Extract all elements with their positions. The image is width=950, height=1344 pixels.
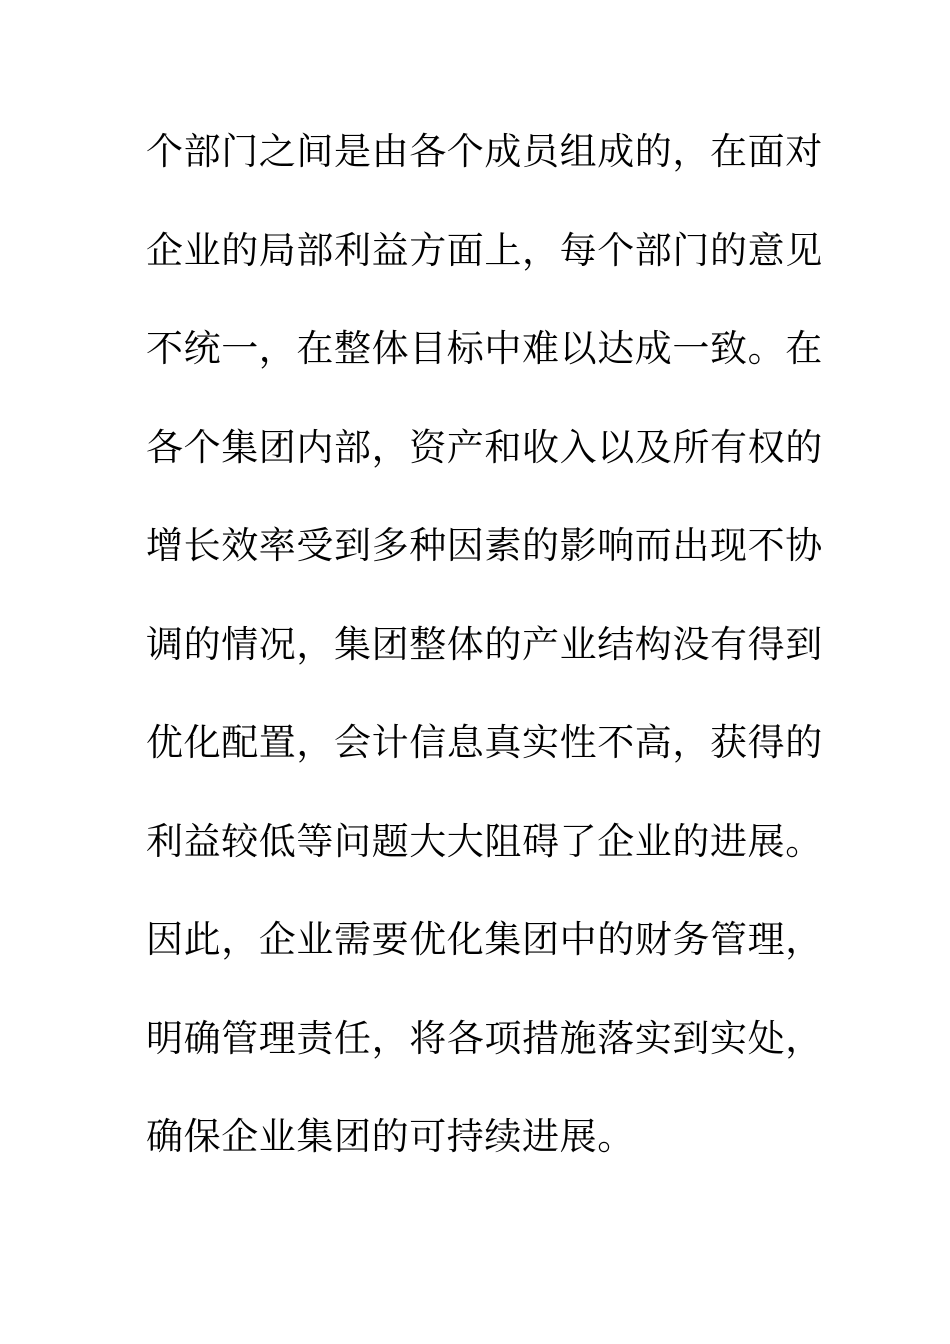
paragraph-line-8: 利益较低等问题大大阻碍了企业的进展。 xyxy=(146,819,823,863)
paragraph-line-3: 不统一，在整体目标中难以达成一致。在 xyxy=(146,327,823,370)
paragraph-line-5: 增长效率受到多种因素的影响而出现不协 xyxy=(146,524,823,567)
paragraph-line-2: 企业的局部利益方面上，每个部门的意见 xyxy=(146,228,823,272)
paragraph-line-9: 因此，企业需要优化集团中的财务管理， xyxy=(146,918,823,961)
paragraph-line-1: 个部门之间是由各个成员组成的，在面对 xyxy=(146,130,823,173)
paragraph-line-7: 优化配置，会计信息真实性不高，获得的 xyxy=(146,721,823,764)
paragraph-line-6: 调的情况，集团整体的产业结构没有得到 xyxy=(146,622,823,666)
body-paragraph xyxy=(146,122,826,1206)
paragraph-line-10: 明确管理责任，将各项措施落实到实处， xyxy=(146,1016,823,1060)
paragraph-line-4: 各个集团内部，资产和收入以及所有权的 xyxy=(146,425,823,469)
paragraph-line-11: 确保企业集团的可持续进展。 xyxy=(146,1115,635,1158)
